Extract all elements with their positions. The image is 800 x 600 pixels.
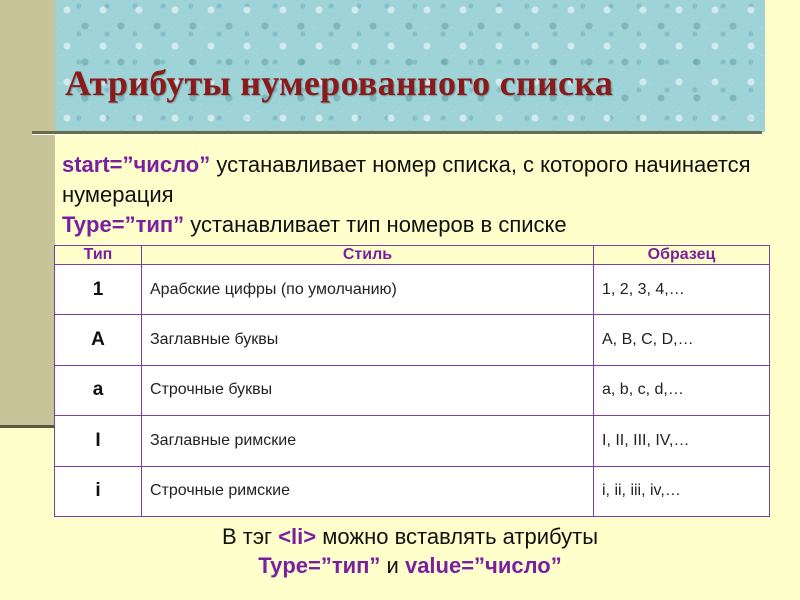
footer-prefix: В тэг (221, 524, 279, 549)
cell-type: i (55, 466, 142, 516)
cell-style: Строчные буквы (142, 365, 594, 415)
table-row (55, 416, 770, 466)
cell-sample: a, b, c, d,… (594, 365, 770, 415)
left-decor-bar (0, 0, 55, 425)
footer-suffix: можно вставлять атрибуты (316, 524, 599, 549)
cell-sample: i, ii, iii, iv,… (594, 466, 770, 516)
cell-type: a (55, 365, 142, 415)
start-description: устанавливает номер списка, с которого начинается нумерация (62, 152, 751, 207)
type-attribute: Type=”тип” (62, 212, 185, 237)
cell-sample: I, II, III, IV,… (594, 416, 770, 466)
table-row (55, 466, 770, 516)
cell-type: I (55, 416, 142, 466)
cell-sample: 1, 2, 3, 4,… (594, 265, 770, 315)
header-type: Тип (55, 246, 142, 265)
cell-style: Арабские цифры (по умолчанию) (142, 265, 594, 315)
cell-style: Строчные римские (142, 466, 594, 516)
cell-style: Заглавные римские (142, 416, 594, 466)
header-sample: Образец (594, 246, 770, 265)
list-types-table (54, 245, 770, 517)
footer-value-attribute: value=”число” (404, 553, 562, 578)
table-row (55, 315, 770, 365)
table-row (55, 265, 770, 315)
cell-type: A (55, 315, 142, 365)
left-decor-rule (0, 425, 55, 428)
header-style: Стиль (142, 246, 594, 265)
footer-text (0, 522, 800, 580)
cell-style: Заглавные буквы (142, 315, 594, 365)
start-attribute: start=”число” (62, 152, 211, 177)
slide-title: Атрибуты нумерованного списка (65, 63, 614, 103)
footer-and: и (380, 553, 405, 578)
footer-type-attribute: Type=”тип” (258, 553, 381, 578)
li-tag: <li> (278, 524, 317, 549)
intro-text (62, 150, 762, 240)
table-row (55, 365, 770, 415)
type-description: устанавливает тип номеров в списке (184, 212, 567, 237)
table-header-row (55, 246, 770, 265)
title-divider-highlight (32, 134, 762, 135)
cell-sample: A, B, C, D,… (594, 315, 770, 365)
cell-type: 1 (55, 265, 142, 315)
